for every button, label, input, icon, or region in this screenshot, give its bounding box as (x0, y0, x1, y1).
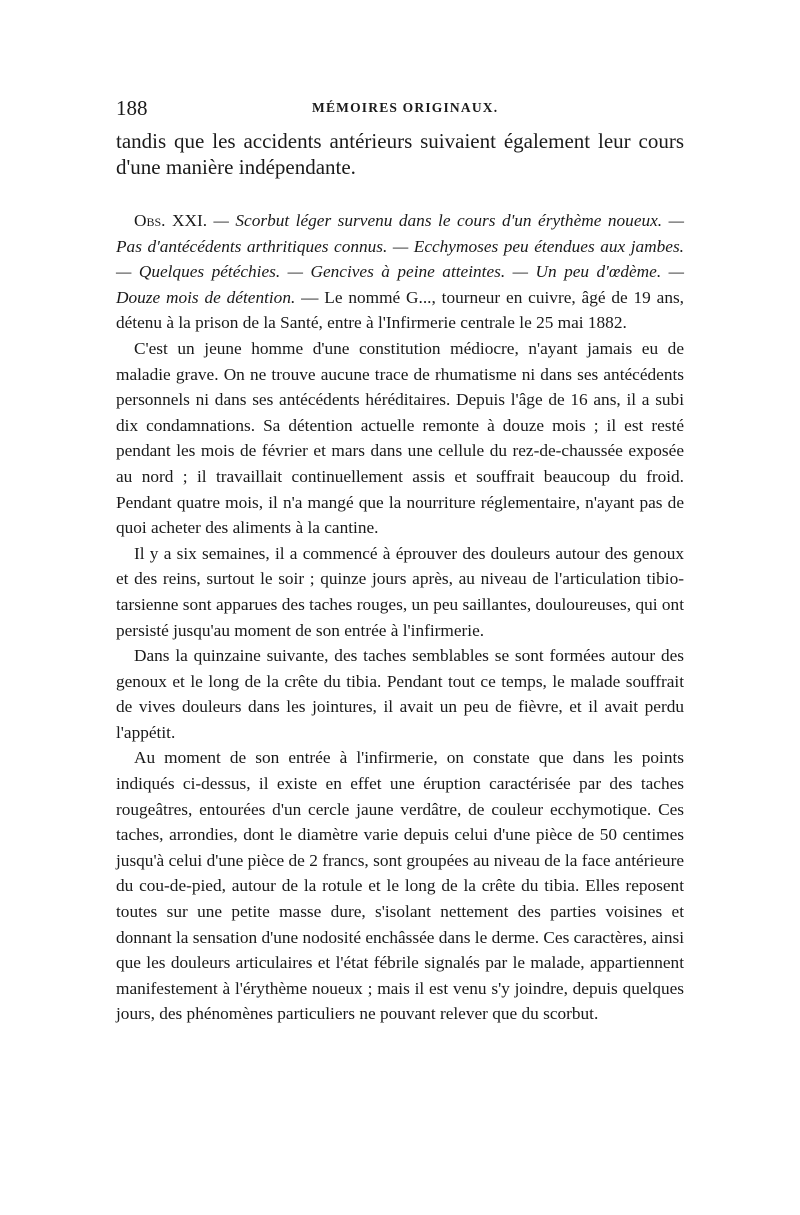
paragraph-examination: Au moment de son entrée à l'infirmerie, on constate que dans les points indiqués ci-dessus, il existe en effet une éruption caractérisée par des taches rougeâtres, entourées d'un cercle jaune verdâtre, de couleur ecchymotique. Ces taches, arrondies, dont le diamètre varie depuis celui d'une pièce de 50 centimes jusqu'à celui d'une pièce de 2 francs, sont groupées au niveau de la face antérieure du cou-de-pied, autour de la rotule et le long de la crête du tibia. Elles reposent toutes sur une petite masse dure, s'isolant nettement des parties voisines et donnant la sensation d'une nodosité enchâssée dans le derme. Ces caractères, ainsi que les douleurs articulaires et l'état fébrile signalés par le malade, appartiennent manifestement à l'érythème noueux ; mais il est venu s'y joindre, depuis quelques jours, des phénomènes particuliers ne pouvant relever que du scorbut. (116, 748, 684, 1024)
page-number: 188 (116, 96, 148, 120)
observation-title: — Scorbut léger survenu dans le cours d'un érythème noueux. — Pas d'antécédents arthritiques connus. — Ecchymoses peu étendues aux jambes. — Quelques pétéchies. — Gencives à peine atteintes. — Un peu d'œdème. — Douze mois de détention. (116, 211, 684, 307)
observation-intro: — Le nommé G..., tourneur en cuivre, âgé de 19 ans, détenu à la prison de la Santé, entre à l'Infirmerie centrale le 25 mai 1882. (116, 287, 685, 333)
observation-heading (116, 208, 684, 336)
paragraph-onset: Il y a six semaines, il a commencé à éprouver des douleurs autour des genoux et des reins, surtout le soir ; quinze jours après, au niveau de l'articulation tibio-tarsienne sont apparues des taches rouges, un peu saillantes, douloureuses, qui ont persisté jusqu'au moment de son entrée à l'infirmerie. (116, 543, 684, 640)
paragraph-progression: Dans la quinzaine suivante, des taches semblables se sont formées autour des genoux et le long de la crête du tibia. Pendant tout ce temps, le malade souffrait de vives douleurs dans les jointures, il avait un peu de fièvre, et il avait perdu l'appétit. (116, 646, 684, 742)
book-page (116, 96, 684, 1027)
observation-block (116, 208, 684, 336)
running-title: MÉMOIRES ORIGINAUX. (312, 100, 499, 115)
running-head (116, 96, 684, 122)
paragraph-history: C'est un jeune homme d'une constitution médiocre, n'ayant jamais eu de maladie grave. On ne trouve aucune trace de rhumatisme ni dans ses antécédents personnels ni dans ses antécédents héréditaires. Depuis l'âge de 16 ans, il a subi dix condamnations. Sa détention actuelle remonte à douze mois ; il est resté pendant les mois de février et mars dans une cellule du rez-de-chaussée exposée au nord ; il travaillait continuellement assis et souffrait beaucoup du froid. Pendant quatre mois, il n'a mangé que la nourriture réglementaire, n'ayant pas de quoi acheter des aliments à la cantine. (116, 338, 684, 538)
continuation-text: tandis que les accidents antérieurs suivaient également leur cours d'une manière indépendante. (116, 129, 684, 179)
observation-label: Obs. XXI. (134, 211, 208, 230)
